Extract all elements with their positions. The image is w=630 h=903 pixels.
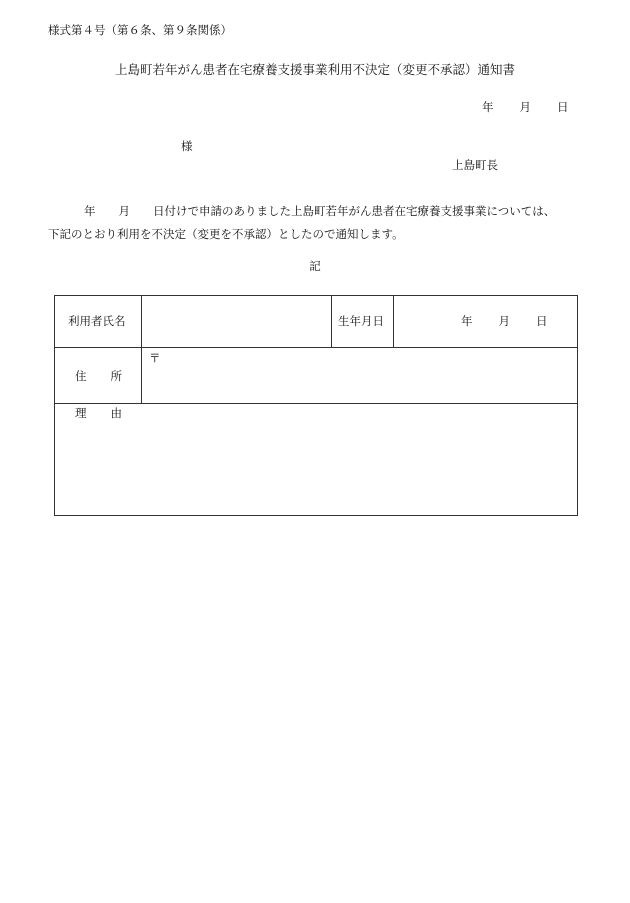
reason-label xyxy=(75,408,122,420)
user-name-label: 利用者氏名 xyxy=(68,314,126,328)
row-divider xyxy=(55,403,577,404)
notice-body-line-2: 下記のとおり利用を不決定（変更を不承認）としたので通知します。 xyxy=(48,227,404,241)
date-month-label: 月 xyxy=(519,100,531,114)
column-divider xyxy=(393,296,394,348)
reason-label-char-1: 理 xyxy=(75,406,87,420)
notice-body xyxy=(48,200,588,246)
issuer-name: 上島町長 xyxy=(452,158,498,172)
info-table xyxy=(54,295,578,516)
column-divider xyxy=(331,296,332,348)
address-label xyxy=(75,371,122,383)
date-day-label: 日 xyxy=(557,100,569,114)
birth-date-label: 生年月日 xyxy=(338,314,384,328)
ki-heading: 記 xyxy=(309,259,321,273)
notice-body-line-1: 年 月 日付けで申請のありました上島町若年がん患者在宅療養支援事業については、 xyxy=(84,204,556,218)
column-divider xyxy=(141,348,142,404)
postal-mark: 〒 xyxy=(149,351,161,365)
issue-date-line xyxy=(482,102,569,114)
row-divider xyxy=(55,347,577,348)
document-title: 上島町若年がん患者在宅療養支援事業利用不決定（変更不承認）通知書 xyxy=(114,62,515,77)
column-divider xyxy=(141,296,142,348)
address-label-char-2: 所 xyxy=(110,369,122,383)
reason-label-char-2: 由 xyxy=(110,406,122,420)
address-label-char-1: 住 xyxy=(75,369,87,383)
birth-month-label: 月 xyxy=(498,314,510,328)
addressee-honorific: 様 xyxy=(181,139,193,153)
date-year-label: 年 xyxy=(482,100,494,114)
form-number: 様式第４号（第６条、第９条関係） xyxy=(48,23,232,37)
birth-date-field[interactable] xyxy=(461,316,548,328)
birth-year-label: 年 xyxy=(461,314,473,328)
birth-day-label: 日 xyxy=(536,314,548,328)
